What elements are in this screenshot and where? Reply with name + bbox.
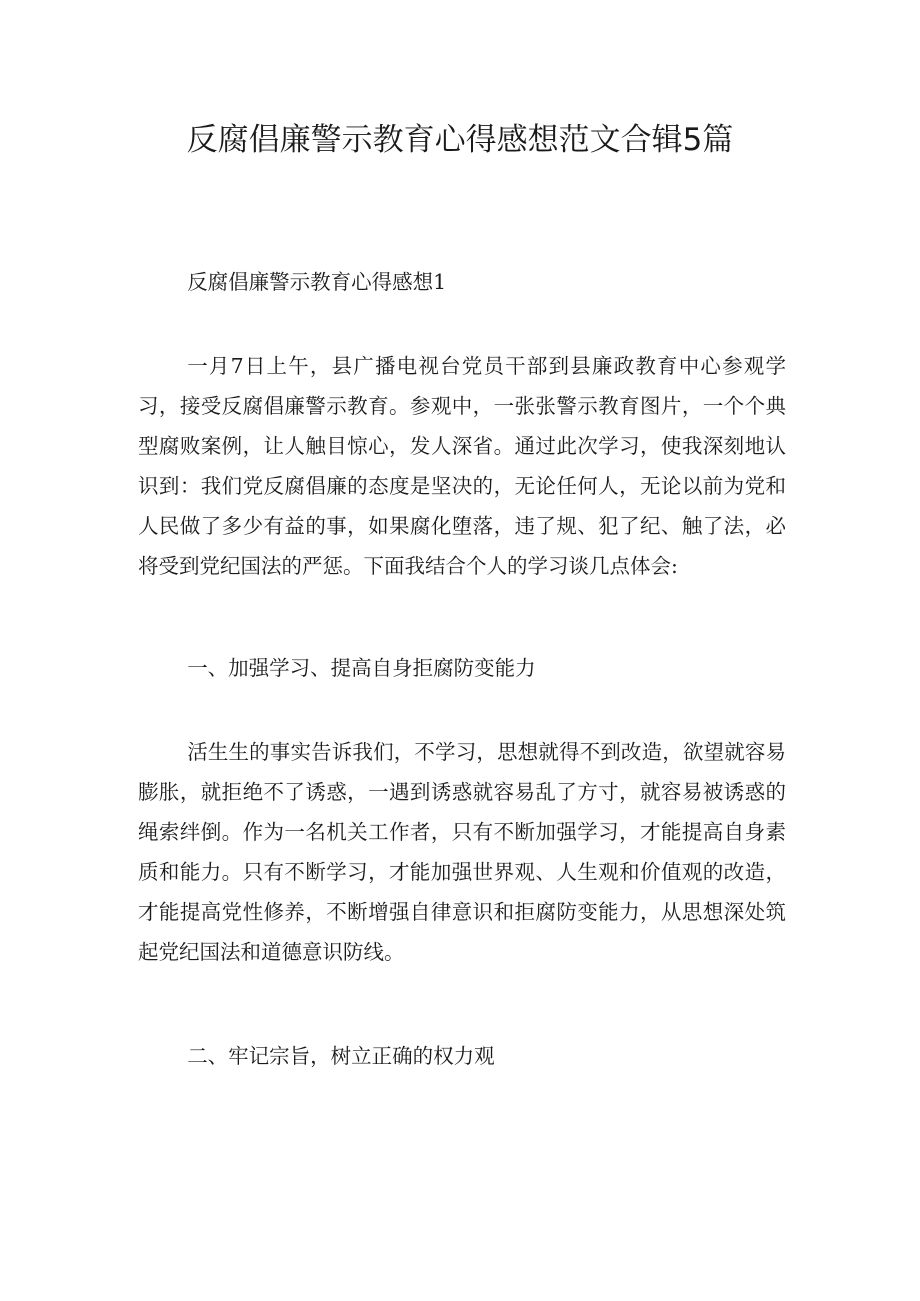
paragraph-study: 活生生的事实告诉我们，不学习，思想就得不到改造，欲望就容易膨胀，就拒绝不了诱惑，一遇到诱惑就容易乱了方寸，就容易被诱惑的绳索绊倒。作为一名机关工作者，只有不断加强学习，才能提高自身素质和能力。只有不断学习，才能加强世界观、人生观和价值观的改造，才能提高党性修养，不断增强自律意识和拒腐防变能力，从思想深处筑起党纪国法和道德意识防线。 [138, 740, 786, 964]
paragraph-intro: 一月7日上午，县广播电视台党员干部到县廉政教育中心参观学习，接受反腐倡廉警示教育。参观中，一张张警示教育图片，一个个典型腐败案例，让人触目惊心，发人深省。通过此次学习，使我深刻地认识到：我们党反腐倡廉的态度是坚决的，无论任何人，无论以前为党和人民做了多少有益的事，如果腐化堕落，违了规、犯了纪、触了法，必将受到党纪国法的严惩。下面我结合个人的学习谈几点体会: [138, 354, 786, 578]
article-subtitle: 反腐倡廉警示教育心得感想1 [187, 270, 447, 294]
section-heading-2: 二、牢记宗旨，树立正确的权力观 [187, 1044, 495, 1068]
document-title: 反腐倡廉警示教育心得感想范文合辑5篇 [186, 122, 734, 158]
section-heading-1: 一、加强学习、提高自身拒腐防变能力 [187, 656, 536, 680]
